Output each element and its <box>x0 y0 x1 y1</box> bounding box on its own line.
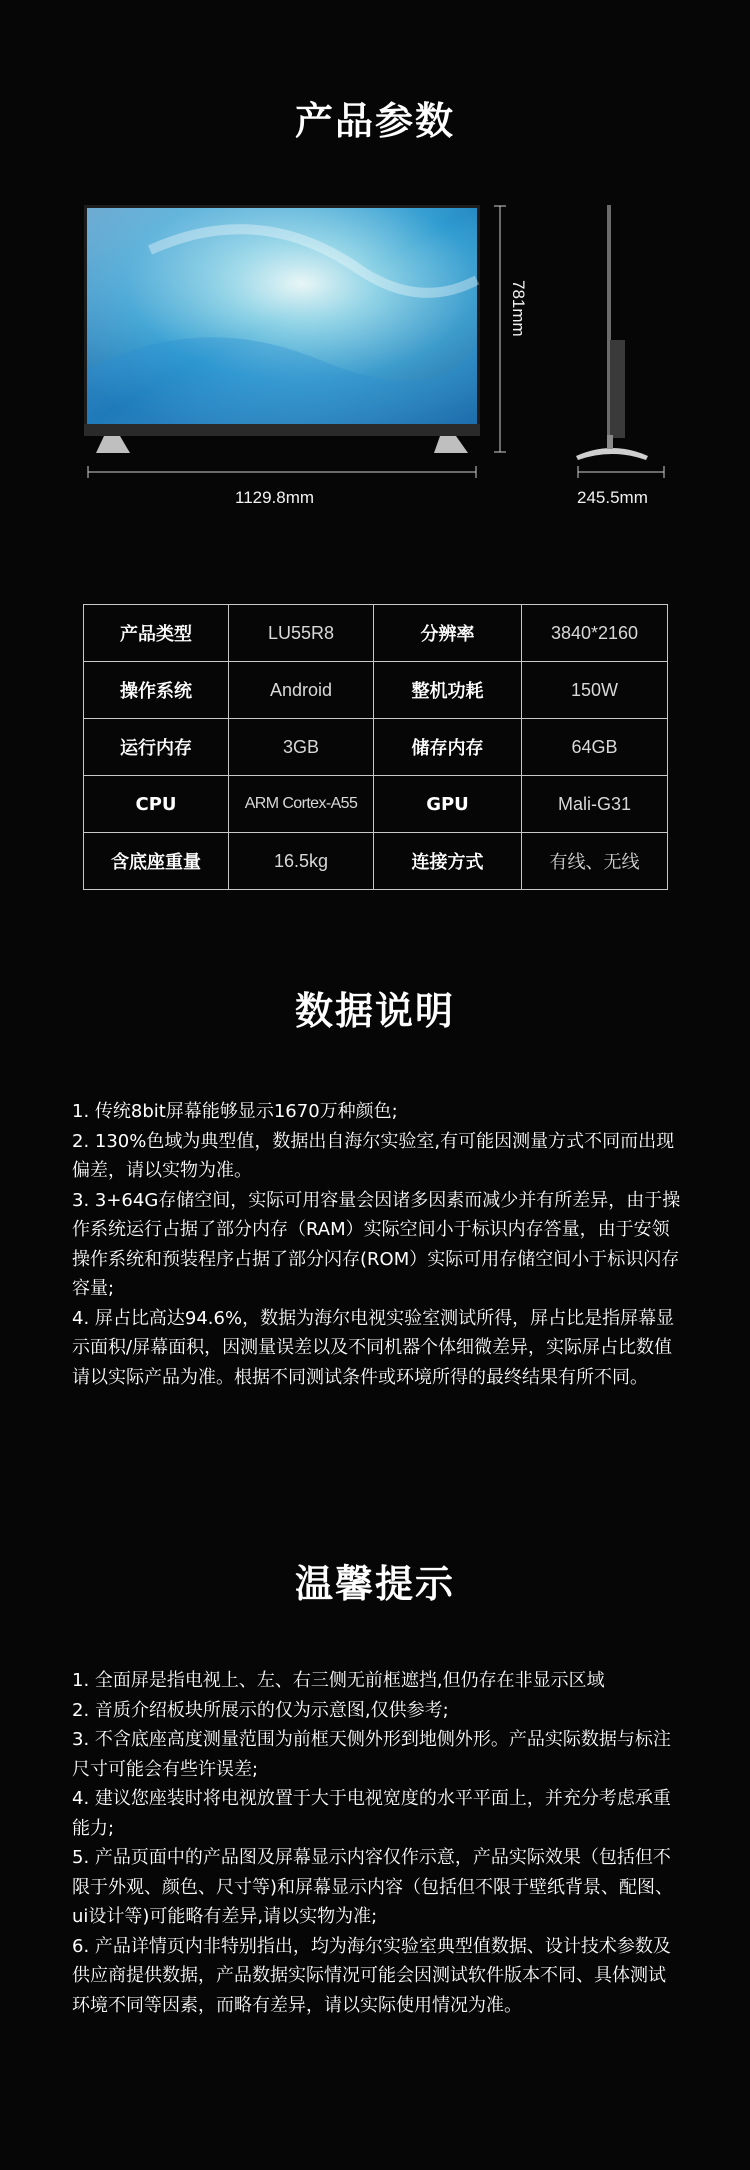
spec-value: 3GB <box>229 719 374 776</box>
spec-key: 整机功耗 <box>374 662 522 719</box>
data-notes-list <box>72 1097 682 1392</box>
spec-key: 含底座重量 <box>84 833 229 890</box>
list-item: 2. 音质介绍板块所展示的仅为示意图,仅供参考; <box>72 1699 449 1721</box>
section-title-tips: 温馨提示 <box>294 1562 455 1606</box>
spec-key: 产品类型 <box>84 605 229 662</box>
list-item: 5. 产品页面中的产品图及屏幕显示内容仅作示意，产品实际效果（包括但不限于外观、颜色、尺寸等)和屏幕显示内容（包括但不限于壁纸背景、配图、ui设计等)可能略有差异,请以实物为准; <box>72 1847 674 1927</box>
depth-dimension-label: 245.5mm <box>577 488 648 507</box>
height-dimension-label: 781mm <box>509 280 528 337</box>
tips-list <box>72 1666 682 2020</box>
spec-key: 运行内存 <box>84 719 229 776</box>
section-title-data-notes: 数据说明 <box>294 989 455 1033</box>
depth-dimension-line <box>578 466 664 478</box>
spec-value: 3840*2160 <box>522 605 668 662</box>
tv-front-view <box>84 205 480 453</box>
height-dimension-line <box>494 206 506 452</box>
tv-side-view <box>576 205 648 460</box>
width-dimension-label: 1129.8mm <box>235 488 315 507</box>
list-item: 6. 产品详情页内非特别指出，均为海尔实验室典型值数据、设计技术参数及供应商提供数据，产品数据实际情况可能会因测试软件版本不同、具体测试环境不同等因素，而略有差异，请以实际使用情况为准。 <box>72 1935 671 2016</box>
spec-key: CPU <box>84 776 229 833</box>
spec-key: 连接方式 <box>374 833 522 890</box>
spec-key: 分辨率 <box>374 605 522 662</box>
spec-value: 64GB <box>522 719 668 776</box>
list-item: 1. 全面屏是指电视上、左、右三侧无前框遮挡,但仍存在非显示区域 <box>72 1670 605 1691</box>
spec-value: 150W <box>522 662 668 719</box>
table-row <box>84 662 668 719</box>
width-dimension-line <box>88 466 476 478</box>
list-item: 4. 建议您座装时将电视放置于大于电视宽度的水平平面上，并充分考虑承重能力; <box>72 1788 671 1839</box>
spec-value: 16.5kg <box>229 833 374 890</box>
spec-key: GPU <box>374 776 522 833</box>
spec-value: ARM Cortex-A55 <box>229 776 374 833</box>
spec-key: 储存内存 <box>374 719 522 776</box>
spec-key: 操作系统 <box>84 662 229 719</box>
list-item: 2. 130%色域为典型值，数据出自海尔实验室,有可能因测量方式不同而出现偏差，请以实物为准。 <box>72 1130 675 1181</box>
table-row <box>84 776 668 833</box>
spec-value: Mali-G31 <box>522 776 668 833</box>
table-row <box>84 833 668 890</box>
section-title-product-params: 产品参数 <box>294 99 455 143</box>
table-row <box>84 719 668 776</box>
tv-dimension-drawing <box>0 190 750 520</box>
spec-value: 有线、无线 <box>522 833 668 890</box>
spec-value: Android <box>229 662 374 719</box>
spec-table <box>83 604 668 890</box>
table-row <box>84 605 668 662</box>
list-item: 1. 传统8bit屏幕能够显示1670万种颜色; <box>72 1101 398 1122</box>
tv-drawing-svg <box>0 190 750 520</box>
list-item: 3. 3+64G存储空间，实际可用容量会因诸多因素而减少并有所差异，由于操作系统运行占据了部分内存（RAM）实际空间小于标识内存答量，由于安领操作系统和预装程序占据了部分闪存(ROM）实际可用存储空间小于标识闪存容量; <box>72 1189 681 1299</box>
list-item: 4. 屏占比高达94.6%，数据为海尔电视实验室测试所得，屏占比是指屏幕显示面积/屏幕面积，因测量误差以及不同机器个体细微差异，实际屏占比数值请以实际产品为准。根据不同测试条件或环境所得的最终结果有所不同。 <box>72 1307 675 1388</box>
spec-value: LU55R8 <box>229 605 374 662</box>
list-item: 3. 不含底座高度测量范围为前框天侧外形到地侧外形。产品实际数据与标注尺寸可能会有些许误差; <box>72 1729 671 1780</box>
